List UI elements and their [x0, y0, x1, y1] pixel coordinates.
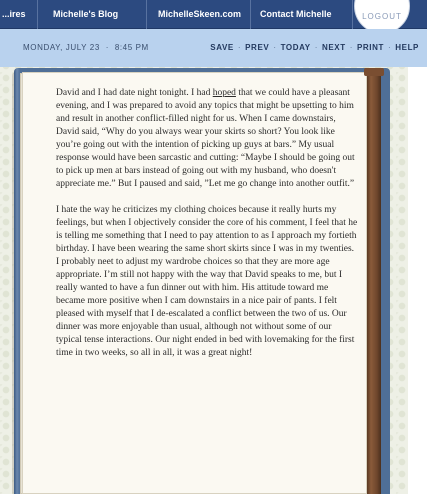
bookmark-ribbon-top — [364, 68, 384, 76]
nav-divider — [352, 0, 353, 29]
today-button[interactable]: TODAY — [280, 43, 311, 52]
nav-link-blog[interactable]: Michelle's Blog — [53, 9, 119, 19]
hoped-link[interactable]: hoped — [212, 88, 236, 98]
entry-time: 8:45 PM — [114, 43, 149, 52]
entry-paragraph-2: I hate the way he criticizes my clothing choices because it really hurts my feelings, but when I objectively consider the core of his comment, I feel that he is telling me something that I need to pay attention to as I approach my fortieth birthday. I have been wearing the same short skirts since I was in my twenties. I probably neet to adjust my wardrobe choices so that they are more age appropriate. I’m still not happy with the way that David speaks to me, but I really wanted to have a fun dinner out with him. His attitude toward me became more positive when I cam downstairs in a nice pair of pants. I felt pleased with myself that I de-escalated a conflict between the two of us. Our dinner was more enjoyable than usual, although not without some of our typical tense interactions. Our night ended in bed with lovemaking for the first time in two weeks, so all in all, it was a great night! — [56, 205, 358, 358]
journal-entry-text[interactable] — [56, 87, 359, 373]
nav-link-contact[interactable]: Contact Michelle — [260, 9, 332, 19]
help-button[interactable]: HELP — [395, 43, 419, 52]
entry-text: that we could have a pleasant evening, and I was prepared to avoid any topics that might be upsetting to him and result in another conflict-filled night for us. When I came downstairs, David said, “Why do you always wear your skirts so short? You look like you’re going out with the intention of picking up guys at bars.” My usual response would have been sarcastic and cutting: “Maybe I should be going out to pick up men at bars instead of going out with my husband, who doesn't appreciate me.” But I paused and said, ”Let me go change into another outfit.” — [56, 88, 355, 189]
next-button[interactable]: NEXT — [321, 43, 346, 52]
nav-link-website[interactable]: MichelleSkeen.com — [158, 9, 242, 19]
nav-divider — [37, 0, 38, 29]
action-separator: · — [314, 43, 318, 52]
entry-date: MONDAY, JULY 23 — [23, 43, 100, 52]
journal-toolbar — [0, 29, 427, 67]
action-separator: · — [387, 43, 392, 52]
action-separator: · — [237, 43, 242, 52]
nav-divider — [146, 0, 147, 29]
nav-divider — [250, 0, 251, 29]
entry-datetime — [23, 29, 149, 67]
bookmark-ribbon — [367, 70, 381, 494]
logout-button[interactable]: LOGOUT — [354, 0, 410, 34]
print-button[interactable]: PRINT — [356, 43, 384, 52]
action-separator: · — [349, 43, 353, 52]
entry-text: David and I had date night tonight. I had — [56, 88, 213, 98]
entry-paragraph-1 — [56, 87, 359, 191]
action-separator: · — [273, 43, 277, 52]
journal-page — [22, 72, 367, 494]
prev-button[interactable]: PREV — [245, 43, 270, 52]
nav-link-truncated[interactable]: ...ires — [2, 9, 26, 19]
toolbar-actions — [210, 29, 419, 67]
right-margin — [408, 67, 427, 494]
date-time-separator: · — [105, 43, 109, 52]
save-button[interactable]: SAVE — [210, 43, 234, 52]
